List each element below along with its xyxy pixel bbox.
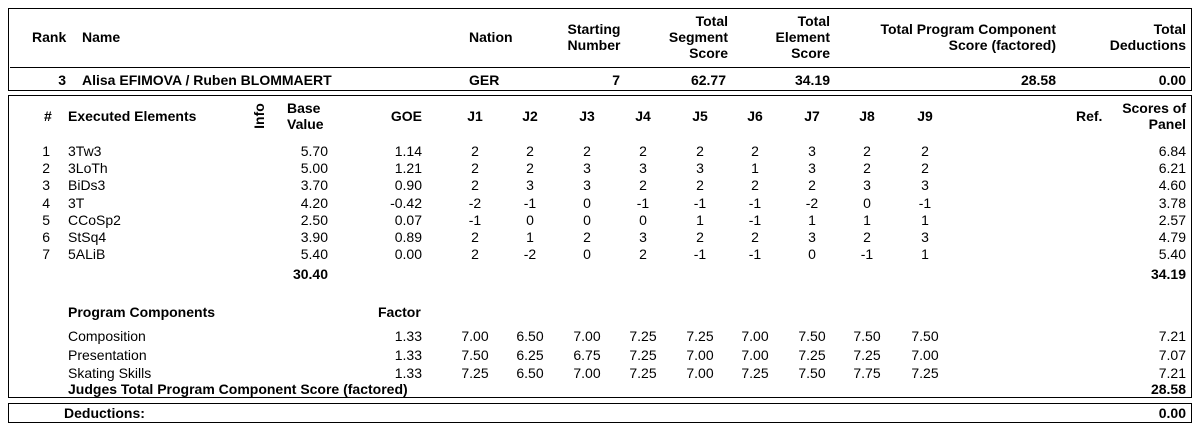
skater-nation: GER (469, 72, 500, 88)
element-judge-score: 0 (583, 246, 591, 263)
element-judge-score: 0 (583, 211, 591, 228)
components-title: Program Components (68, 304, 216, 320)
component-judge-score: 7.00 (573, 328, 601, 344)
deductions-value: 0.00 (1158, 405, 1186, 421)
components-total-score: 28.58 (1150, 381, 1186, 397)
element-judge-score: 0 (808, 246, 816, 263)
component-judge-score: 7.75 (853, 365, 881, 381)
element-judge-score: 1 (808, 211, 816, 228)
element-name: StSq4 (68, 229, 107, 245)
deductions-box (8, 403, 1192, 423)
component-panel-score: 7.21 (1158, 365, 1186, 381)
element-name: BiDs3 (68, 177, 106, 194)
element-number: 2 (42, 160, 50, 177)
component-judge-score: 7.25 (629, 328, 657, 344)
component-factor: 1.33 (394, 365, 422, 381)
element-judge-score: -2 (468, 194, 482, 211)
col-scores-header: Scores of Panel (1122, 100, 1186, 132)
element-name: 5ALiB (68, 246, 106, 263)
element-panel-score: 4.60 (1158, 177, 1186, 194)
table-row (0, 160, 1200, 176)
element-base-value: 4.20 (300, 194, 328, 211)
judge-header-8: J8 (859, 108, 875, 124)
component-factor: 1.33 (394, 346, 422, 363)
components-total-label: Judges Total Program Component Score (factored) (68, 381, 408, 397)
element-judge-score: 2 (863, 229, 871, 245)
element-judge-score: 2 (696, 229, 704, 245)
element-judge-score: -1 (468, 211, 482, 228)
segment-score-header: Total Segment Score (668, 13, 728, 61)
component-judge-score: 7.00 (911, 346, 939, 363)
col-info-header: Info (251, 103, 267, 129)
deductions-header: Total Deductions (1109, 21, 1186, 53)
element-number: 3 (42, 177, 50, 194)
element-number: 1 (42, 143, 50, 159)
element-judge-score: -1 (748, 246, 762, 263)
element-panel-score: 2.57 (1158, 211, 1186, 228)
element-goe: 0.07 (394, 211, 422, 228)
component-name: Composition (68, 328, 146, 344)
element-goe: 1.14 (394, 143, 422, 159)
skater-pcs: 28.58 (1020, 72, 1056, 88)
element-judge-score: 2 (471, 229, 479, 245)
table-row (0, 143, 1200, 159)
element-judge-score: 1 (921, 211, 929, 228)
element-name: 3T (68, 194, 85, 211)
component-judge-score: 7.00 (741, 328, 769, 344)
name-header: Name (82, 29, 121, 45)
component-judge-score: 6.75 (573, 346, 601, 363)
nation-header: Nation (469, 29, 513, 45)
element-judge-score: -1 (693, 246, 707, 263)
starting-number-header: Starting Number (567, 21, 621, 53)
element-judge-score: 2 (751, 143, 759, 159)
skater-deductions: 0.00 (1158, 72, 1186, 88)
skater-tes: 34.19 (794, 72, 830, 88)
element-judge-score: 1 (751, 160, 759, 177)
element-judge-score: 2 (526, 160, 534, 177)
element-base-value: 3.70 (300, 177, 328, 194)
element-panel-score: 6.84 (1158, 143, 1186, 159)
element-judge-score: -1 (860, 246, 874, 263)
table-row (0, 195, 1200, 211)
element-judge-score: 2 (471, 246, 479, 263)
component-judge-score: 7.50 (911, 328, 939, 344)
pcs-header: Total Program Component Score (factored) (880, 21, 1056, 53)
component-judge-score: 7.00 (573, 365, 601, 381)
skater-rank: 3 (58, 72, 66, 88)
element-base-value: 2.50 (300, 211, 328, 228)
element-judge-score: 1 (696, 211, 704, 228)
element-judge-score: 3 (526, 177, 534, 194)
element-judge-score: -1 (918, 194, 932, 211)
element-judge-score: 2 (471, 143, 479, 159)
element-judge-score: 2 (639, 246, 647, 263)
element-judge-score: -1 (748, 194, 762, 211)
component-judge-score: 7.25 (686, 328, 714, 344)
component-judge-score: 7.50 (853, 328, 881, 344)
col-ref-header: Ref. (1076, 108, 1103, 124)
element-judge-score: 2 (696, 143, 704, 159)
element-judge-score: -2 (805, 194, 819, 211)
col-base-header: Base Value (287, 100, 324, 132)
deductions-label: Deductions: (64, 405, 145, 421)
component-row (0, 365, 1200, 381)
rank-header: Rank (32, 29, 67, 45)
element-judge-score: 0 (863, 194, 871, 211)
element-panel-score: 5.40 (1158, 246, 1186, 263)
component-panel-score: 7.21 (1158, 328, 1186, 344)
component-judge-score: 7.25 (798, 346, 826, 363)
element-judge-score: 3 (583, 160, 591, 177)
component-judge-score: 7.00 (461, 328, 489, 344)
element-base-value: 3.90 (300, 229, 328, 245)
judge-header-9: J9 (917, 108, 933, 124)
element-judge-score: 2 (583, 143, 591, 159)
header-divider (10, 67, 1190, 68)
element-name: CCoSp2 (68, 211, 121, 228)
table-row (0, 177, 1200, 193)
component-panel-score: 7.07 (1158, 346, 1186, 363)
element-judge-score: 1 (526, 229, 534, 245)
element-goe: 1.21 (394, 160, 422, 177)
elements-base-total: 30.40 (292, 266, 328, 282)
component-judge-score: 7.25 (911, 365, 939, 381)
col-goe-header: GOE (390, 108, 422, 124)
component-row (0, 347, 1200, 363)
judge-header-2: J2 (522, 108, 538, 124)
table-row (0, 212, 1200, 228)
element-judge-score: 3 (921, 177, 929, 194)
component-judge-score: 7.50 (798, 365, 826, 381)
component-name: Skating Skills (68, 365, 152, 381)
element-judge-score: 3 (583, 177, 591, 194)
element-judge-score: 2 (751, 177, 759, 194)
components-factor-header: Factor (378, 304, 421, 320)
element-judge-score: 2 (863, 143, 871, 159)
component-name: Presentation (68, 346, 147, 363)
skater-starting-number: 7 (612, 72, 620, 88)
element-judge-score: 3 (808, 160, 816, 177)
component-judge-score: 7.25 (461, 365, 489, 381)
component-judge-score: 7.25 (629, 346, 657, 363)
element-number: 5 (42, 211, 50, 228)
element-judge-score: -1 (748, 211, 762, 228)
component-judge-score: 7.25 (853, 346, 881, 363)
element-goe: 0.00 (394, 246, 422, 263)
component-judge-score: 7.50 (798, 328, 826, 344)
component-judge-score: 7.25 (629, 365, 657, 381)
component-judge-score: 6.25 (516, 346, 544, 363)
elements-score-total: 34.19 (1150, 266, 1186, 282)
table-row (0, 229, 1200, 245)
judge-header-4: J4 (635, 108, 651, 124)
element-judge-score: 3 (808, 143, 816, 159)
element-name: 3LoTh (68, 160, 108, 177)
element-judge-score: -2 (523, 246, 537, 263)
element-judge-score: 2 (921, 160, 929, 177)
element-score-header: Total Element Score (775, 13, 830, 61)
skater-tss: 62.77 (690, 72, 726, 88)
element-judge-score: 2 (639, 143, 647, 159)
element-base-value: 5.40 (300, 246, 328, 263)
judge-header-7: J7 (804, 108, 820, 124)
element-judge-score: 2 (583, 229, 591, 245)
element-panel-score: 3.78 (1158, 194, 1186, 211)
component-judge-score: 7.00 (741, 346, 769, 363)
component-factor: 1.33 (394, 328, 422, 344)
element-panel-score: 4.79 (1158, 229, 1186, 245)
judge-header-6: J6 (747, 108, 763, 124)
element-judge-score: 3 (639, 160, 647, 177)
element-judge-score: 0 (526, 211, 534, 228)
element-base-value: 5.00 (300, 160, 328, 177)
table-row (0, 246, 1200, 262)
judge-header-3: J3 (579, 108, 595, 124)
element-panel-score: 6.21 (1158, 160, 1186, 177)
element-judge-score: -1 (523, 194, 537, 211)
element-judge-score: 2 (921, 143, 929, 159)
judge-header-5: J5 (692, 108, 708, 124)
element-judge-score: 3 (696, 160, 704, 177)
element-number: 7 (42, 246, 50, 263)
element-judge-score: 0 (639, 211, 647, 228)
element-judge-score: 3 (639, 229, 647, 245)
component-judge-score: 7.00 (686, 365, 714, 381)
component-judge-score: 6.50 (516, 365, 544, 381)
element-goe: 0.89 (394, 229, 422, 245)
element-judge-score: 2 (696, 177, 704, 194)
element-number: 6 (42, 229, 50, 245)
component-judge-score: 6.50 (516, 328, 544, 344)
element-judge-score: 1 (863, 211, 871, 228)
element-judge-score: 2 (808, 177, 816, 194)
element-number: 4 (42, 194, 50, 211)
element-judge-score: 3 (808, 229, 816, 245)
element-judge-score: 0 (583, 194, 591, 211)
col-executed-header: Executed Elements (68, 108, 197, 124)
component-judge-score: 7.00 (686, 346, 714, 363)
element-judge-score: 2 (639, 177, 647, 194)
element-base-value: 5.70 (300, 143, 328, 159)
component-row (0, 328, 1200, 344)
element-judge-score: 2 (526, 143, 534, 159)
element-judge-score: -1 (693, 194, 707, 211)
element-judge-score: 2 (471, 177, 479, 194)
element-goe: -0.42 (390, 194, 422, 211)
element-judge-score: 2 (751, 229, 759, 245)
col-num-header: # (44, 108, 52, 124)
element-judge-score: 2 (471, 160, 479, 177)
judge-header-1: J1 (467, 108, 483, 124)
element-judge-score: -1 (636, 194, 650, 211)
element-judge-score: 3 (863, 177, 871, 194)
element-judge-score: 2 (863, 160, 871, 177)
element-judge-score: 1 (921, 246, 929, 263)
skater-name: Alisa EFIMOVA / Ruben BLOMMAERT (82, 72, 332, 88)
element-goe: 0.90 (394, 177, 422, 194)
component-judge-score: 7.25 (741, 365, 769, 381)
element-name: 3Tw3 (68, 143, 102, 159)
element-judge-score: 3 (921, 229, 929, 245)
component-judge-score: 7.50 (461, 346, 489, 363)
